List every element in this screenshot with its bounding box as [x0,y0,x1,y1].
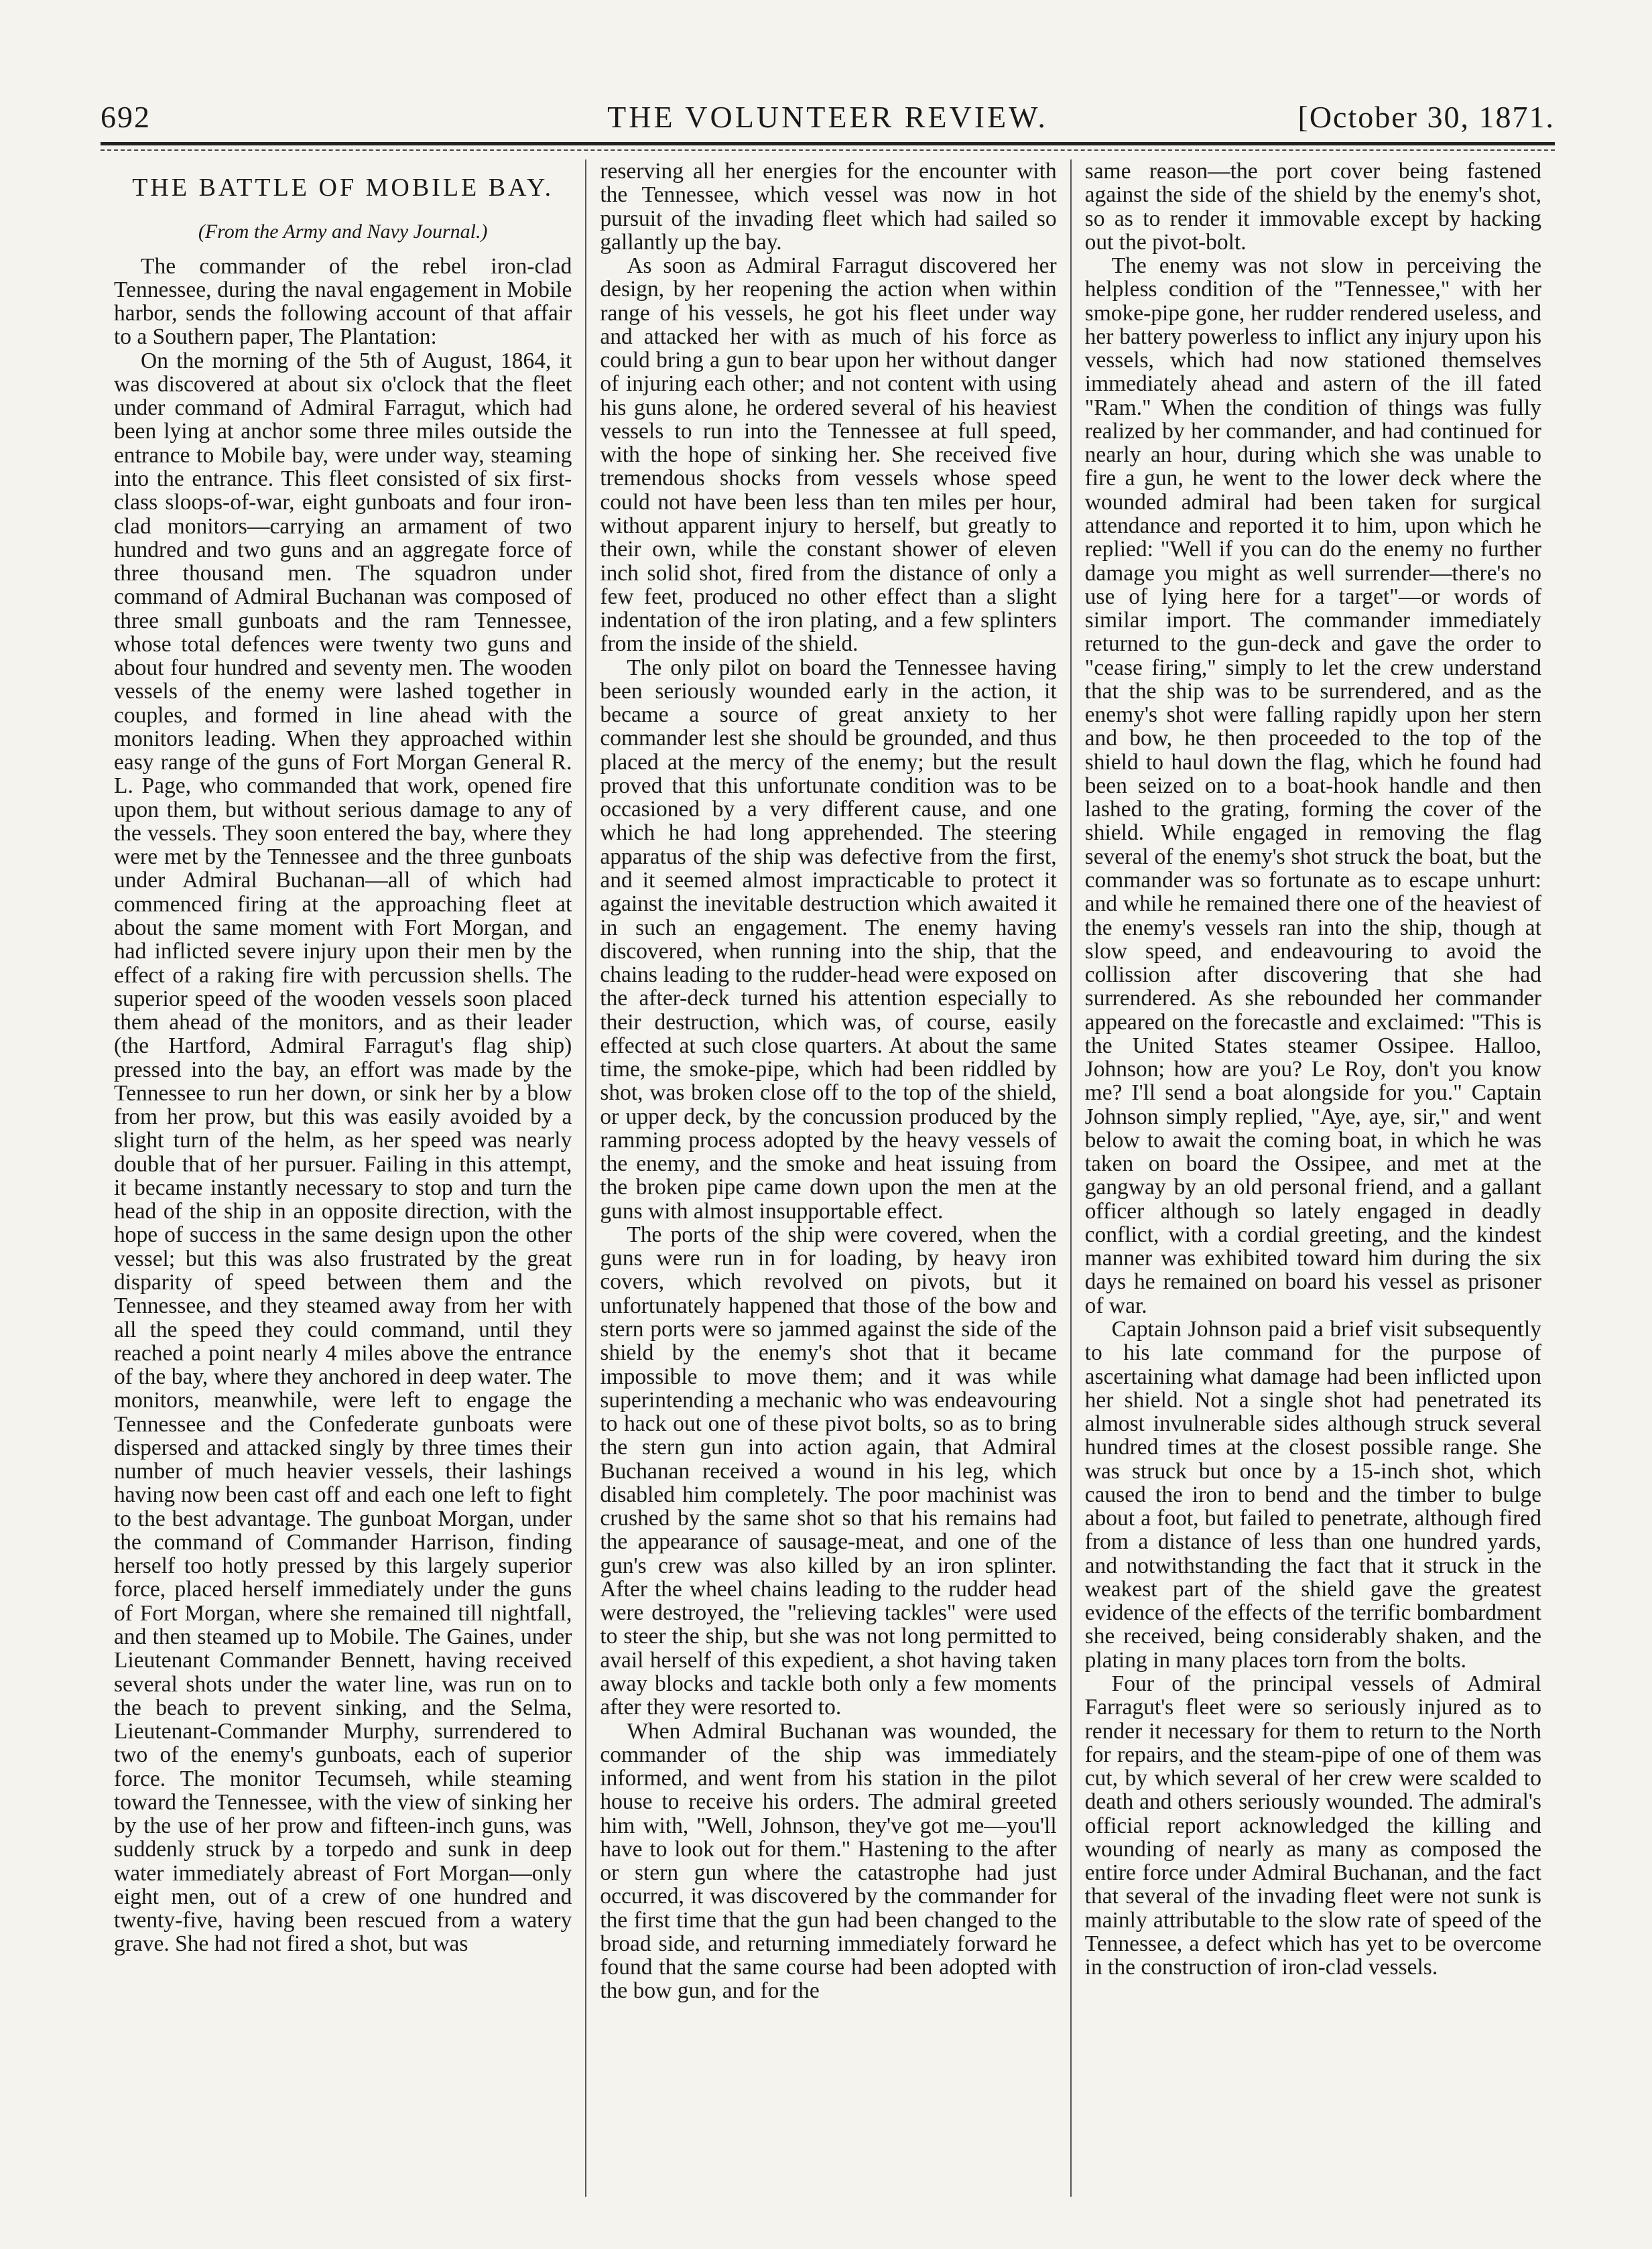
paragraph: same reason—the port cover being fastened against the side of the shield by the enemy's shot, so as to render it immovable except by hacking out the pivot-bolt. [1084,159,1541,255]
paragraph: The commander of the rebel iron-clad Tennessee, during the naval engagement in Mobile harbor, sends the following account of that affair to a Southern paper, The Plantation: [114,253,572,350]
paragraph: reserving all her energies for the encounter with the Tennessee, which vessel was now in hot pursuit of the invading fleet which had sailed so gallantly up the bay. [600,159,1057,255]
paragraph: When Admiral Buchanan was wounded, the commander of the ship was immediately informed, and went from his station in the pilot house to receive his orders. The admiral greeted him with, "Well, Johnson, they've got me—you'll have to look out for them." Hastening to the after or stern gun where the catastrophe had just occurred, it was discovered by the commander for the first time that the gun had been changed to the broad side, and returning immediately forward he found that the same course had been adopted with the bow gun, and for the [600,1718,1057,2004]
publication-title: THE VOLUNTEER REVIEW. [607,100,1048,134]
paragraph: The enemy was not slow in perceiving the helpless condition of the "Tennessee," with her smoke-pipe gone, her rudder rendered useless, and her battery powerless to inflict any injury upon his vessels, which had now stationed themselves immediately ahead and astern of the ill fated "Ram." When the condition of things was fully realized by her commander, and had continued for nearly an hour, during which she was unable to fire a gun, he went to the lower deck where the wounded admiral had been taken for surgical attendance and reported it to him, upon which he replied: "Well if you can do the enemy no further damage you might as well surrender—there's no use of lying here for a target"—or words of similar import. The commander immediately returned to the gun-deck and gave the order to "cease firing," simply to let the crew understand that the ship was to be surrendered, and as the enemy's shot were falling rapidly upon her stern and bow, he then proceeded to the top of the shield to haul down the flag, which he found had been seized on to a boat-hook handle and then lashed to the grating, forming the cover of the shield. While engaged in removing the flag several of the enemy's shot struck the boat, but the commander was so fortunate as to escape unhurt: and while he remained there one of the heaviest of the enemy's vessels ran into the ship, though at slow speed, and endeavouring to avoid the collission after discovering that she had surrendered. As she rebounded her commander appeared on the forecastle and exclaimed: "This is the United States steamer Ossipee. Halloo, Johnson; how are you? Le Roy, don't you know me? I'll send a boat alongside for you." Captain Johnson simply replied, "Aye, aye, sir," and went below to await the coming boat, in which he was taken on board the Ossipee, and met at the gangway by an old personal friend, and a gallant officer although so lately engaged in deadly conflict, with a cordial greeting, and the kindest manner was exhibited toward him during the six days he remained on board his vessel as prisoner of war. [1084,253,1541,1318]
newspaper-page [101,80,1555,2205]
paragraph: Four of the principal vessels of Admiral Farragut's fleet were so seriously injured as to render it necessary for them to return to the North for repairs, and the steam-pipe of one of them was cut, by which several of her crew were scalded to death and others seriously wounded. The admiral's official report acknowledged the killing and wounding of nearly as many as composed the entire force under Admiral Buchanan, and the fact that several of the invading fleet were not sunk is mainly attributable to the slow rate of speed of the Tennessee, a defect which has yet to be overcome in the construction of iron-clad vessels. [1084,1671,1541,1980]
paragraph: The only pilot on board the Tennessee having been seriously wounded early in the action, it became a source of great anxiety to her commander lest she should be grounded, and thus placed at the mercy of the enemy; but the result proved that this unfortunate condition was to be occasioned by a very different cause, and one which he had long apprehended. The steering apparatus of the ship was defective from the first, and it seemed almost impracticable to protect it against the inevitable destruction which awaited it in such an engagement. The enemy having discovered, when running into the ship, that the chains leading to the rudder-head were exposed on the after-deck turned his attention especially to their destruction, which was, of course, easily effected at such close quarters. At about the same time, the smoke-pipe, which had been riddled by shot, was broken close off to the top of the shield, or upper deck, by the concussion produced by the ramming process adopted by the heavy vessels of the enemy, and the smoke and heat issuing from the broken pipe came down upon the men at the guns with almost insupportable effect. [600,655,1057,1224]
column-1 [101,159,585,2197]
paragraph: Captain Johnson paid a brief visit subsequently to his late command for the purpose of ascertaining what damage had been inflicted upon her shield. Not a single shot had penetrated its almost invulnerable sides although struck several hundred times at the closest possible range. She was struck but once by a 15-inch shot, which caused the iron to bend and the timber to bulge about a foot, but failed to penetrate, although fired from a distance of less than one hundred yards, and notwithstanding the fact that it struck in the weakest part of the shield gave the greatest evidence of the effects of the terrific bombardment she received, being considerably shaken, and the plating in many places torn from the bolts. [1084,1317,1541,1673]
running-head [101,94,1555,141]
paragraph: As soon as Admiral Farragut discovered her design, by her reopening the action when within range of his vessels, he got his fleet under way and attacked her with as much of his force as could bring a gun to bear upon her without danger of injuring each other; and not content with using his guns alone, he ordered several of his heaviest vessels to run into the Tennessee at full speed, with the hope of sinking her. She received five tremendous shocks from vessels whose speed could not have been less than ten miles per hour, without apparent injury to herself, but greatly to their own, while the constant shower of eleven inch solid shot, fired from the distance of only a few feet, produced no other effect than a slight indentation of the iron plating, and a few splinters from the inside of the shield. [600,253,1057,657]
paragraph: On the morning of the 5th of August, 1864, it was discovered at about six o'clock that the fleet under command of Admiral Farragut, which had been lying at anchor some three miles outside the entrance to Mobile bay, were under way, steaming into the entrance. This fleet consisted of six first-class sloops-of-war, eight gunboats and four iron-clad monitors—carrying an armament of two hundred and two guns and an aggregate force of three thousand men. The squadron under command of Admiral Buchanan was composed of three small gunboats and the ram Tennessee, whose total defences were twenty two guns and about four hundred and seventy men. The wooden vessels of the enemy were lashed together in couples, and formed in line ahead with the monitors leading. When they approached within easy range of the guns of Fort Morgan General R. L. Page, who commanded that work, opened fire upon them, but without serious damage to any of the vessels. They soon entered the bay, where they were met by the Tennessee and the three gunboats under Admiral Buchanan—all of which had commenced firing at the approaching fleet at about the same moment with Fort Morgan, and had inflicted severe injury upon their men by the effect of a raking fire with percussion shells. The superior speed of the wooden vessels soon placed them ahead of the monitors, and as their leader (the Hartford, Admiral Farragut's flag ship) pressed into the bay, an effort was made by the Tennessee to run her down, or sink her by a blow from her prow, but this was easily avoided by a slight turn of the helm, as her speed was nearly double that of her pursuer. Failing in this attempt, it became instantly necessary to stop and turn the head of the ship in an opposite direction, with the hope of success in the same design upon the other vessel; but this was also frustrated by the great disparity of speed between them and the Tennessee, and they steamed away from her with all the speed they could command, until they reached a point nearly 4 miles above the entrance of the bay, where they anchored in deep water. The monitors, meanwhile, were left to engage the Tennessee and the Confederate gunboats were dispersed and attacked singly by three times their number of much heavier vessels, their lashings having now been cast off and each one left to fight to the best advantage. The gunboat Morgan, under the command of Commander Harrison, finding herself too hotly pressed by this largely superior force, placed herself immediately under the guns of Fort Morgan, where she remained till nightfall, and then steamed up to Mobile. The Gaines, under Lieutenant Commander Bennett, having received several shots under the water line, was run on to the beach to prevent sinking, and the Selma, Lieutenant-Commander Murphy, surrendered to two of the enemy's gunboats, each of superior force. The monitor Tecumseh, while steaming toward the Tennessee, with the view of sinking her by the use of her prow and fifteen-inch guns, was suddenly struck by a torpedo and sunk in deep water immediately abreast of Fort Morgan—only eight men, out of a crew of one hundred and twenty-five, having been rescued from a watery grave. She had not fired a shot, but was [114,348,572,1957]
column-2 [585,159,1070,2197]
article-source: (From the Army and Navy Journal.) [198,220,488,243]
header-rule [101,142,1555,145]
issue-date: [October 30, 1871. [1297,100,1555,134]
article-title: THE BATTLE OF MOBILE BAY. [132,174,554,202]
header-rule-dashed [101,149,1555,151]
column-3 [1070,159,1555,2197]
article-columns [101,159,1555,2197]
paragraph: The ports of the ship were covered, when the guns were run in for loading, by heavy iron covers, which revolved on pivots, but it unfortunately happened that those of the bow and stern ports were so jammed against the side of the shield by the enemy's shot that it became impossible to move them; and it was while superintending a mechanic who was endeavouring to hack out one of these pivot bolts, so as to bring the stern gun into action again, that Admiral Buchanan received a wound in his leg, which disabled him completely. The poor machinist was crushed by the same shot so that his remains had the appearance of sausage-meat, and one of the gun's crew was also killed by an iron splinter. After the wheel chains leading to the rudder head were destroyed, the "relieving tackles" were used to steer the ship, but she was not long permitted to avail herself of this expedient, a shot having taken away blocks and tackle both only a few moments after they were resorted to. [600,1222,1057,1720]
page-number: 692 [101,100,151,134]
